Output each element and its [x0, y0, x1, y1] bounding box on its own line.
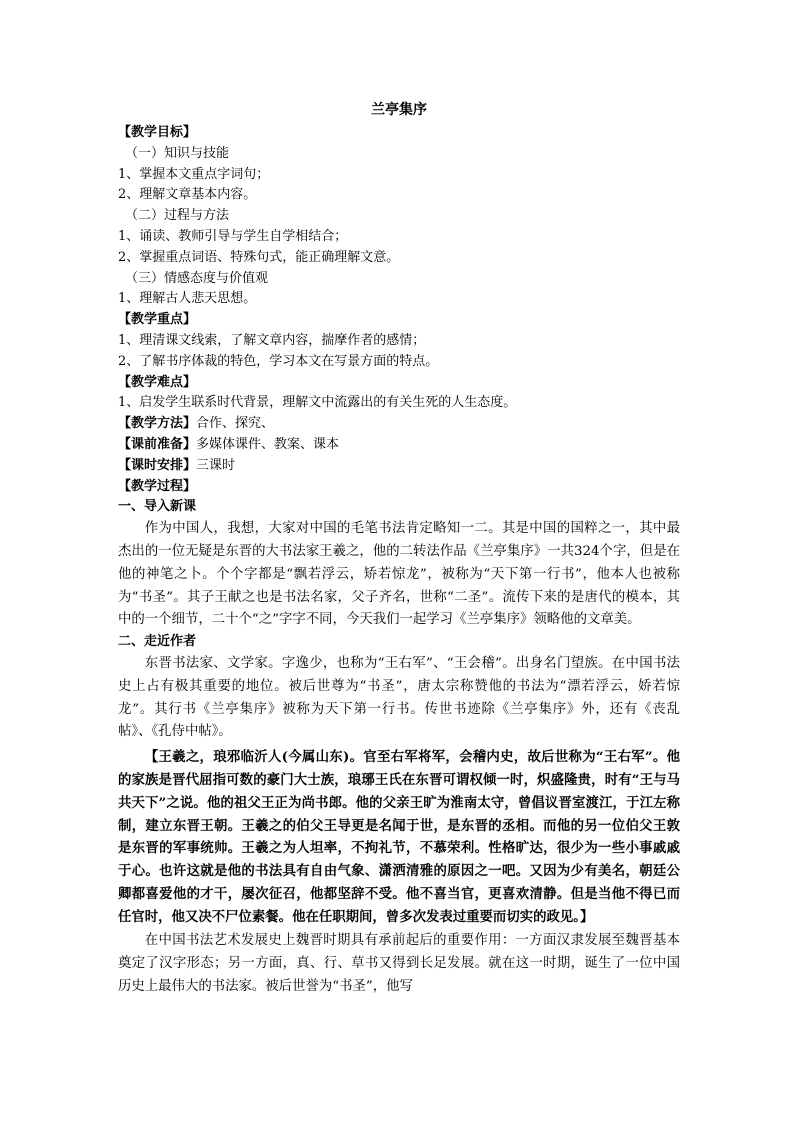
- intro-paragraph: 作为中国人，我想，大家对中国的毛笔书法肯定略知一二。其是中国的国粹之一，其中最杰出的一位无疑是东晋的大书法家王羲之，他的二转法作品《兰亭集序》一共324个字，但是在他的神笔之卜。个个字都是“飘若浮云，矫若惊龙”，被称为“天下第一行书”，他本人也被称为“书圣”。其子王献之也是书法名家，父子齐名，世称“二圣”。流传下来的是唐代的模本，其中的一个细节，二十个“之”字字不同，今天我们一起学习《兰亭集序》领略他的文章美。: [118, 521, 680, 628]
- schedule-value: 三课时: [196, 457, 236, 473]
- author-paragraph: 东晋书法家、文学家。字逸少，也称为“王右军”、“王会稽”。出身名门望族。在中国书法史上占有极其重要的地位。被后世尊为“书圣”，唐太宗称赞他的书法为“漂若浮云，娇若惊龙”。其行书《兰亭集序》被称为天下第一行书。传世书迹除《兰亭集序》外，还有《丧乱帖》、《孔侍中帖》。: [118, 655, 680, 740]
- objective-item: 1、诵读、教师引导与学生自学相结合；: [118, 228, 348, 244]
- difficulty-item: 1、启发学生联系时代背景，理解文中流露出的有关生死的人生态度。: [118, 395, 517, 411]
- method-label: 【教学方法】: [118, 416, 197, 432]
- objective-item: 2、掌握重点词语、特殊句式，能正确理解文意。: [118, 249, 400, 265]
- author-bio-paragraph: 【王羲之，琅邪临沂人(今属山东)。官至右军将军，会稽内史，故后世称为“王右军”。他的家族是晋代屈指可数的豪门大士族，琅琊王氏在东晋可谓权倾一时，炽盛隆贵，时有“王与马共天下”之说。他的祖父王正为尚书郎。他的父亲王旷为淮南太守，曾倡议晋室渡江，于江左称制，建立东晋王朝。王羲之的伯父王导更是名闻于世，是东晋的丞相。而他的另一位伯父王敦是东晋的军事统帅。王羲之为人坦率，不拘礼节，不慕荣利。性格旷达，很少为一些小事戚戚于心。也许这就是他的书法具有自由气象、潇洒清雅的原因之一吧。又因为少有美名，朝廷公卿都喜爱他的才干，屡次征召，他都坚辞不受。他不喜当官，更喜欢清静。但是当他不得已而任官时，他又决不尸位素餐。他在任职期间，曾多次发表过重要而切实的政见。】: [118, 749, 680, 925]
- key-point-item: 2、了解书序体裁的特色，学习本文在写景方面的特点。: [118, 353, 439, 369]
- prep-row: [118, 435, 680, 456]
- part2-title: 二、走近作者: [118, 634, 197, 650]
- part1-title: 一、导入新课: [118, 499, 197, 515]
- objectives-section-1: （一）知识与技能: [125, 145, 230, 161]
- schedule-row: [118, 456, 680, 477]
- objective-item: 1、理解古人悲天思想。: [118, 291, 257, 307]
- objectives-section-3: （三）情感态度与价值观: [125, 270, 269, 286]
- process-heading: 【教学过程】: [118, 478, 197, 494]
- method-row: [118, 414, 680, 435]
- objective-item: 2、理解文章基本内容。: [118, 187, 257, 203]
- objectives-section-2: （二）过程与方法: [125, 208, 230, 224]
- objectives-heading: 【教学目标】: [118, 125, 197, 140]
- key-point-item: 1、理清课文线索，了解文章内容，揣摩作者的感情；: [118, 332, 426, 348]
- objective-item: 1、掌握本文重点字词句；: [118, 166, 270, 182]
- prep-label: 【课前准备】: [118, 436, 197, 452]
- document-page: [118, 100, 680, 999]
- prep-value: 多媒体课件、教案、课本: [196, 436, 340, 452]
- difficulties-heading: 【教学难点】: [118, 374, 197, 390]
- method-value: 合作、探究、: [196, 416, 275, 432]
- schedule-label: 【课时安排】: [118, 457, 197, 473]
- history-paragraph: 在中国书法艺术发展史上魏晋时期具有承前起后的重要作用：一方面汉隶发展至魏晋基本奠定了汉字形态；另一方面，真、行、草书又得到长足发展。就在这一时期，诞生了一位中国历史上最伟大的书法家。被后世誉为“书圣”，他写: [118, 933, 680, 995]
- key-points-heading: 【教学重点】: [118, 312, 197, 328]
- document-title: 兰亭集序: [371, 102, 427, 118]
